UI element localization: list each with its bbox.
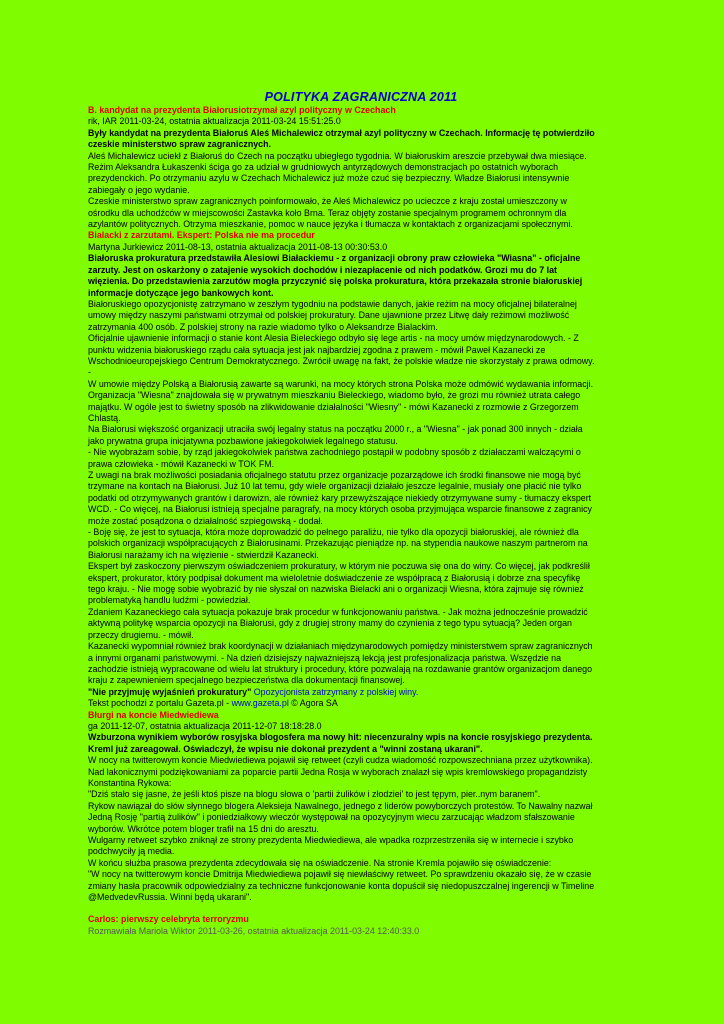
article-paragraph: Na Białorusi większość organizacji utraciła swój legalny status na początku 2000 r., a "Wiesna" - jak ponad 300 innych - działa jako prywatna grupa inicjatywna pozbawione jakiegokolwiek legalnego statusu.: [88, 424, 583, 446]
source-line: [88, 698, 598, 709]
article-paragraph: - Boję się, że jest to sytuacja, która może doprowadzić do pełnego paraliżu, nie tylko dla opozycji białoruskiej, ale również dla polskich organizacji współpracujących z Białorusinami. Przekazując pieniądze np. na stypendia naukowe naszym partnerom na Białorusi narażamy ich na więzienie - stwierdził Kazanecki.: [88, 527, 588, 560]
article-paragraph: Kazanecki wypomniał również brak koordynacji w działaniach międzynarodowych pomiędzy ministerstwem spraw zagranicznych a innymi organami państwowymi. - Na dzień dzisiejszy najważniejszą lekcją jest profesjonalizacja państwa. Wszędzie na zachodzie istnieją wypracowane od wielu lat struktury i procedury, które pozwalają na rozdawanie grantów organizacjom danego kraju z zapewnieniem specjalnego bezpieczeństwa dla dokumentacji finansowej.: [88, 641, 593, 686]
article-paragraph: Rykow nawiązał do słów słynnego blogera Aleksieja Nawalnego, jednego z liderów powyborczych protestów. To Nawalny nazwał Jedną Rosję "partią żulików" i poniedziałkowy wieczór występował na opozycyjnym wiecu zarzucając władzom sfałszowanie wyborów. Wkrótce potem bloger trafił na 15 dni do aresztu.: [88, 800, 593, 834]
article-paragraph: W umowie między Polską a Białorusią zawarte są warunki, na mocy których strona Polska może odmówić wydawania informacji. Organizacja "Wiesna" znajdowała się w prywatnym mieszkaniu Bieleckiego, wiadomo było, że grozi mu również utrata całego majątku. W ogóle jest to świetny sposób na zlikwidowanie działalności "Wiesny" - mówi Kazanecki z rozmowie z Grzegorzem Chlastą.: [88, 378, 594, 423]
article-headline[interactable]: Bialacki z zarzutami. Ekspert: Polska nie ma procedur: [88, 230, 315, 241]
article-headline[interactable]: Błurgi na koncie Miedwiediewa: [88, 709, 219, 720]
article-paragraph: W nocy na twitterowym koncie Miedwiediewa pojawił się retweet (czyli cudza wiadomość rozpowszechniana przez użytkownika). Nad lakonicznymi podziękowaniami za poparcie partii Jedna Rosja w wyborach znalazł się wpis kremlowskiego propagandzisty Konstantina Rykowa:: [88, 755, 593, 788]
source-suffix: © Agora SA: [288, 698, 338, 709]
article-lead: Wzburzona wynikiem wyborów rosyjska blogosfera ma nowy hit: niecenzuralny wpis na koncie rosyjskiego prezydenta. Kreml już zareagował. Oświadczył, że wpisu nie dokonał prezydent a "winni zostaną ukarani".: [88, 732, 593, 754]
article-paragraph: Ekspert był zaskoczony pierwszym oświadczeniem prokuratury, w którym nie poczuwa się ona do winy. Co więcej, jak podkreślił ekspert, prokurator, który podpisał dokument ma wieloletnie doświadczenie ze współpracą z Białorusią i dobrze zna specyfikę tego kraju. - Nie mogę sobie wyobrazić by nie słyszał on nazwiska Bielacki ani o organizacji Wiesna, która zajmuje się również problematyką handlu ludźmi - powiedział.: [88, 561, 590, 606]
related-article-link[interactable]: Opozycjonista zatrzymany z polskiej winy.: [253, 686, 419, 697]
source-prefix: Tekst pochodzi z portalu Gazeta.pl -: [88, 698, 232, 709]
article-paragraph: Aleś Michalewicz uciekł z Białoruś do Czech na początku ubiegłego tygodnia. W białoruskim areszcie przebywał dwa miesiące. Reżim Aleksandra Łukaszenki ścigа go za udział w grudniowych antyrządowych demonstracjach po ostatnich wyborach prezydenckich. Po otrzymaniu azylu w Czechach Michalewicz już może czuć się bezpieczny. Władze Białorusi intensywnie zabiegały o jego wydanie.: [88, 150, 587, 195]
spacer: [88, 903, 598, 914]
related-quote: [88, 687, 598, 698]
article-azyl: [88, 105, 598, 230]
article-paragraph: Czeskie ministerstwo spraw zagranicznych poinformowało, że Aleś Michalewicz po ucieczce z kraju został umieszczony w ośrodku dla uchodźców w miejscowości Zastavka koło Brna. Teraz objęty zostanie specjalnym programem ochronnym dla azylantów politycznych. Otrzyma mieszkanie, pomoc w nauce języka i tłumacza w kontaktach z organizacjami społecznymi.: [88, 196, 573, 230]
article-paragraph: W końcu służba prasowa prezydenta zdecydowała się na oświadczenie. Na stronie Kremla pojawiło się oświadczenie:: [88, 857, 552, 868]
article-lead: Były kandydat na prezydenta Białoruś Aleś Michalewicz otrzymał azyl polityczny w Czechach. Informację tę potwierdziło czeskie ministerstwo spraw zagranicznych.: [88, 127, 595, 150]
article-miedwiediew: [88, 710, 598, 904]
gazeta-link[interactable]: www.gazeta.pl: [231, 698, 289, 709]
article-paragraph: Wulgarny retweet szybko zniknął ze strony prezydenta Miedwiediewa, ale wpadka rozprzestrzeniła się w internecie i szybko podchwyciły ją media.: [88, 835, 574, 857]
article-headline[interactable]: B. kandydat na prezydenta Białorusiotrzymał azyl polityczny w Czechach: [88, 105, 396, 115]
article-paragraph: "W nocy na twitterowym koncie Dmitrija Miedwiediewa pojawił się niewłaściwy retweet. Po sprawdzeniu okazało się, że w czasie zmiany hasła pracownik odpowiedzialny za techniczne funkcjonowanie konta dopuścił się niedopuszczalnej ingerencji w Timeline @MedvedevRussia. Winni będą ukarani".: [88, 869, 595, 903]
article-meta: Martyna Jurkiewicz 2011-08-13, ostatnia aktualizacja 2011-08-13 00:30:53.0: [88, 241, 388, 252]
article-carlos: [88, 914, 598, 937]
article-lead: Białoruska prokuratura przedstawiła Alesiowi Białackiemu - z organizacji obrony praw człowieka "Wiasna" - oficjalne zarzuty. Jest on oskarżony o zatajenie wysokich dochodów i niezapłacenie od nich podatków. Grozi mu do 7 lat więzienia. Do przedstawienia zarzutów mogła przyczynić się polska prokuratura, która przekazała stronie białoruskiej informacje dotyczące jego bankowych kont.: [88, 253, 583, 298]
article-headline[interactable]: Carlos: pierwszy celebryta terroryzmu: [88, 914, 249, 925]
article-meta: Rozmawiała Mariola Wiktor 2011-03-26, ostatnia aktualizacja 2011-03-24 12:40:33.0: [88, 925, 420, 936]
article-paragraph: Zdaniem Kazaneckiego cała sytuacja pokazuje brak procedur w funkcjonowaniu państwa. - Jak można jednocześnie prowadzić aktywną politykę wsparcia opozycji na Białorusi, gdy z drugiej strony mamy do czynienia z tego typu sytuacją? Jeden organ przeczy drugiemu. - mówił.: [88, 606, 588, 640]
article-paragraph: Oficjalnie ujawnienie informacji o stanie kont Alesia Bieleckiego odbyło się lege artis - na mocy umów międzynarodowych. - Z punktu widzenia białoruskiego rządu cała sytuacja jest jak najbardziej zgodna z prawem - mówił Paweł Kazanecki ze Wschodnioeuropejskiego Centrum Demokratycznego. Zwrócił uwagę na fakt, że polskie władze nie skorzystały z prawa odmowy. -: [88, 333, 595, 378]
document-content: [88, 90, 598, 937]
quote-text: "Nie przyjmuję wyjaśnień prokuratury": [88, 686, 252, 697]
article-paragraph: Z uwagi na brak możliwości posiadania oficjalnego statutu przez organizacje pozarządowe ich środki finansowe nie mogą być trzymane na kontach na Białorusi. Już 10 lat temu, gdy wiele organizacji działało jeszcze legalnie, musiały one płacić nie tylko podatki od otrzymywanych grantów i darowizn, ale również kary przewyższające niekiedy otrzymywane sumy - tłumaczy ekspert WCD. - Co więcej, na Białorusi istnieją specjalne paragrafy, na mocy których osoba przyjmująca wsparcie finansowe z zagranicy może zostać posądzona o działalność szpiegowską - dodał.: [88, 470, 592, 526]
article-meta: rik, IAR 2011-03-24, ostatnia aktualizacja 2011-03-24 15:51:25.0: [88, 116, 341, 127]
article-meta: ga 2011-12-07, ostatnia aktualizacja 2011-12-07 18:18:28.0: [88, 720, 322, 731]
article-bialacki: [88, 230, 598, 709]
article-paragraph: - Nie wyobrażam sobie, by rząd jakiegokolwiek państwa zachodniego postąpił w podobny sposób z działaczami walczącymi o prawa człowieka - mówił Kazanecki w TOK FM.: [88, 447, 581, 469]
article-paragraph: Białoruskiego opozycjonistę zatrzymano w zeszłym tygodniu na podstawie danych, jakie reżim na mocy oficjalnej bilateralnej umowy między naszymi państwami otrzymał od polskiej prokuratury. Dane ujawnione przez Litwę dały reżimowi możliwość zatrzymania 400 osób. Z polskiej strony na razie wiadomo tylko o Aleksandrze Bialackim.: [88, 298, 577, 332]
article-paragraph: "Dziś stało się jasne, że jeśli ktoś pisze na blogu słowa o 'partii żulików i złodziei' to jest tępym, pier..nym baranem".: [88, 789, 541, 800]
page-title: POLITYKA ZAGRANICZNA 2011: [264, 90, 458, 104]
